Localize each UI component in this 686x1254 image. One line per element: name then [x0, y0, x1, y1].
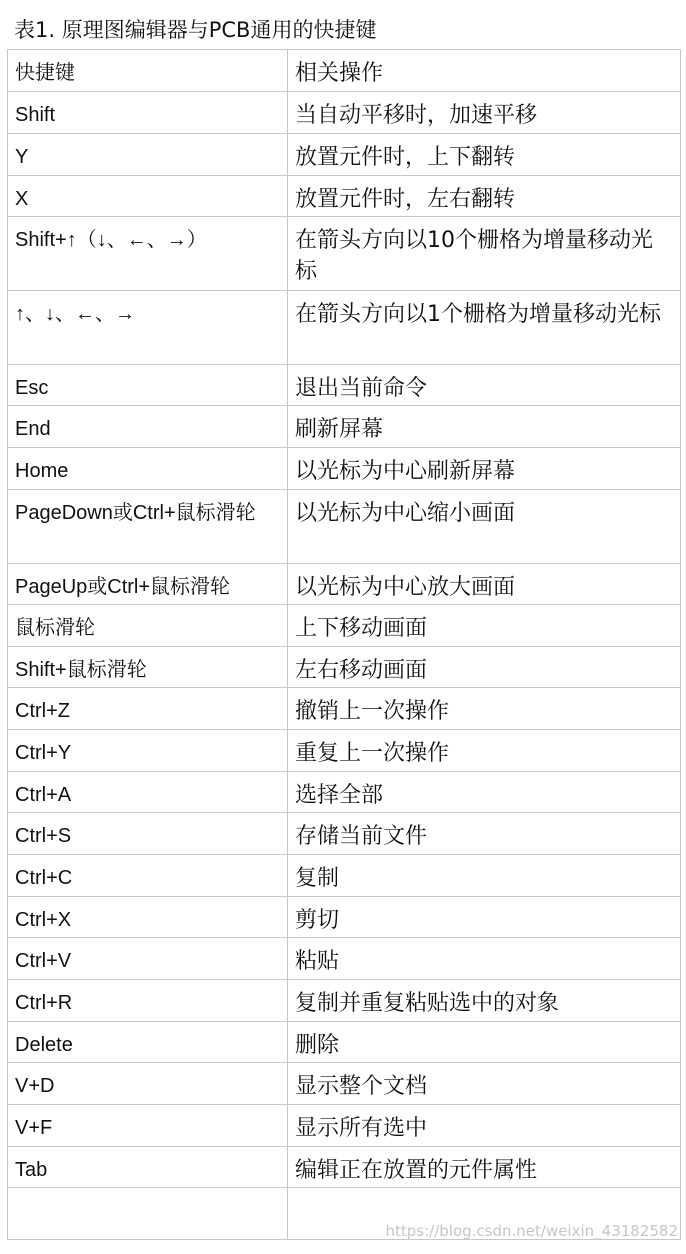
shortcut-cell: Ctrl+V — [8, 938, 288, 980]
shortcut-cell: Ctrl+C — [8, 855, 288, 897]
header-action: 相关操作 — [288, 50, 681, 92]
shortcut-cell: ↑、↓、←、→ — [8, 291, 288, 365]
action-cell: 上下移动画面 — [288, 605, 681, 647]
table-row — [8, 92, 681, 134]
shortcut-cell: Shift+↑（↓、←、→） — [8, 217, 288, 291]
table-row — [8, 980, 681, 1022]
table-row — [8, 647, 681, 688]
table-row — [8, 855, 681, 897]
table-row — [8, 1063, 681, 1105]
shortcut-cell: Home — [8, 448, 288, 490]
table-row — [8, 134, 681, 176]
table-row — [8, 365, 681, 406]
action-cell: 以光标为中心刷新屏幕 — [288, 448, 681, 490]
table-row — [8, 448, 681, 490]
table-row — [8, 291, 681, 365]
action-cell: 粘贴 — [288, 938, 681, 980]
shortcut-table — [7, 49, 681, 1240]
shortcut-cell: Ctrl+Z — [8, 688, 288, 730]
table-row — [8, 813, 681, 855]
table-header-row — [8, 50, 681, 92]
table-row — [8, 605, 681, 647]
watermark-url: https://blog.csdn.net/weixin_43182582 — [385, 1222, 678, 1240]
table-row — [8, 938, 681, 980]
table-row — [8, 176, 681, 217]
shortcut-cell: Ctrl+Y — [8, 730, 288, 772]
shortcut-cell: Shift — [8, 92, 288, 134]
action-cell: 显示所有选中 — [288, 1105, 681, 1147]
action-cell: 显示整个文档 — [288, 1063, 681, 1105]
shortcut-cell: Esc — [8, 365, 288, 406]
action-cell: 剪切 — [288, 897, 681, 938]
table-row — [8, 1147, 681, 1188]
action-cell: 左右移动画面 — [288, 647, 681, 688]
table-row — [8, 897, 681, 938]
table-row — [8, 730, 681, 772]
table-row — [8, 1022, 681, 1063]
table-row — [8, 1105, 681, 1147]
shortcut-cell: Ctrl+X — [8, 897, 288, 938]
action-cell: 复制并重复粘贴选中的对象 — [288, 980, 681, 1022]
table-row — [8, 217, 681, 291]
table-row — [8, 406, 681, 448]
action-cell: 在箭头方向以10个栅格为增量移动光标 — [288, 217, 681, 291]
table-row — [8, 772, 681, 813]
action-cell: 退出当前命令 — [288, 365, 681, 406]
action-cell: 放置元件时，上下翻转 — [288, 134, 681, 176]
shortcut-cell: V+D — [8, 1063, 288, 1105]
shortcut-cell: Tab — [8, 1147, 288, 1188]
shortcut-cell: Ctrl+A — [8, 772, 288, 813]
action-cell: 放置元件时，左右翻转 — [288, 176, 681, 217]
table-row — [8, 564, 681, 605]
action-cell: 在箭头方向以1个栅格为增量移动光标 — [288, 291, 681, 365]
action-cell: 当自动平移时，加速平移 — [288, 92, 681, 134]
shortcut-cell: X — [8, 176, 288, 217]
action-cell: 以光标为中心放大画面 — [288, 564, 681, 605]
header-shortcut: 快捷键 — [8, 50, 288, 92]
table-row — [8, 490, 681, 564]
table-caption: 表1. 原理图编辑器与PCB通用的快捷键 — [14, 18, 377, 42]
shortcut-cell: Y — [8, 134, 288, 176]
table-row — [8, 688, 681, 730]
shortcut-cell: PageDown或Ctrl+鼠标滑轮 — [8, 490, 288, 564]
shortcut-cell: 鼠标滑轮 — [8, 605, 288, 647]
action-cell: 刷新屏幕 — [288, 406, 681, 448]
action-cell: 复制 — [288, 855, 681, 897]
shortcut-cell: End — [8, 406, 288, 448]
action-cell: 编辑正在放置的元件属性 — [288, 1147, 681, 1188]
action-cell: 重复上一次操作 — [288, 730, 681, 772]
action-cell: 撤销上一次操作 — [288, 688, 681, 730]
shortcut-cell: V+F — [8, 1105, 288, 1147]
shortcut-cell: Shift+鼠标滑轮 — [8, 647, 288, 688]
action-cell: 存储当前文件 — [288, 813, 681, 855]
shortcut-cell: Ctrl+S — [8, 813, 288, 855]
action-cell: 删除 — [288, 1022, 681, 1063]
shortcut-cell: PageUp或Ctrl+鼠标滑轮 — [8, 564, 288, 605]
shortcut-cell: Ctrl+R — [8, 980, 288, 1022]
action-cell: 选择全部 — [288, 772, 681, 813]
shortcut-cell: Delete — [8, 1022, 288, 1063]
action-cell: 以光标为中心缩小画面 — [288, 490, 681, 564]
shortcut-cell — [8, 1188, 288, 1240]
